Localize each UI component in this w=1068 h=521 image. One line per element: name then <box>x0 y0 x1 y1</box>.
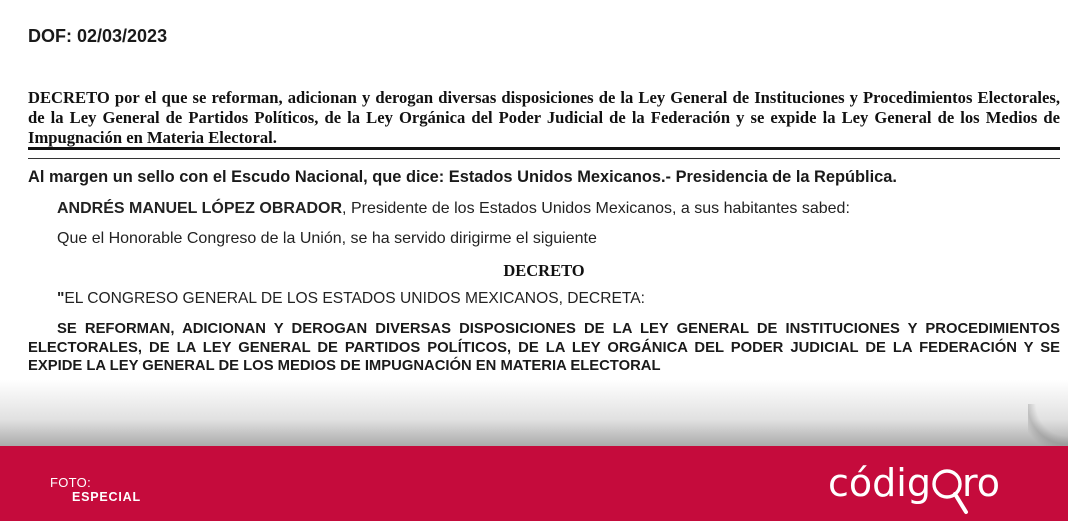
logo-text-prefix: códig <box>828 461 931 505</box>
president-text: , Presidente de los Estados Unidos Mexicanos, a sus habitantes sabed: <box>342 200 850 217</box>
decreto-heading: DECRETO <box>503 261 585 280</box>
congress-decree-paragraph <box>57 290 645 308</box>
codigoro-logo <box>826 450 1016 520</box>
president-paragraph <box>57 200 850 218</box>
footer-banner <box>0 446 1068 521</box>
photo-credit-label: FOTO: <box>50 475 91 490</box>
reforms-paragraph: SE REFORMAN, ADICIONAN Y DEROGAN DIVERSAS DISPOSICIONES DE LA LEY GENERAL DE INSTITUCIONES Y PROCEDIMIENTOS ELECTORALES, DE LA LEY GENERAL DE PARTIDOS POLÍTICOS, DE LA LEY ORGÁNICA DEL PODER JUDICIAL DE LA FEDERACIÓN Y SE EXPIDE LA LEY GENERAL DE LOS MEDIOS DE IMPUGNACIÓN EN MATERIA ELECTORAL <box>28 321 1060 374</box>
title-divider-thick <box>28 147 1060 150</box>
page-curl <box>1028 404 1068 446</box>
logo-text-suffix: ro <box>962 461 1001 505</box>
photo-credit-value: ESPECIAL <box>72 490 141 504</box>
congress-paragraph: Que el Honorable Congreso de la Unión, se ha servido dirigirme el siguiente <box>57 230 597 247</box>
title-divider-thin <box>28 158 1060 159</box>
decree-title: DECRETO por el que se reforman, adicionan y derogan diversas disposiciones de la Ley General de Instituciones y Procedimientos Electorales, de la Ley General de Partidos Políticos, de la Ley Orgánica del Poder Judicial de la Federación y se expide la Ley General de los Medios de Impugnación en Materia Electoral. <box>28 88 1060 147</box>
open-quote: " <box>57 290 65 307</box>
margin-note: Al margen un sello con el Escudo Nacional, que dice: Estados Unidos Mexicanos.- Presidencia de la República. <box>28 168 897 186</box>
president-name: ANDRÉS MANUEL LÓPEZ OBRADOR <box>57 200 343 217</box>
dof-date: DOF: 02/03/2023 <box>28 26 168 46</box>
congress-decree-text: EL CONGRESO GENERAL DE LOS ESTADOS UNIDOS MEXICANOS, DECRETA: <box>64 290 645 307</box>
page-shadow <box>0 380 1068 446</box>
